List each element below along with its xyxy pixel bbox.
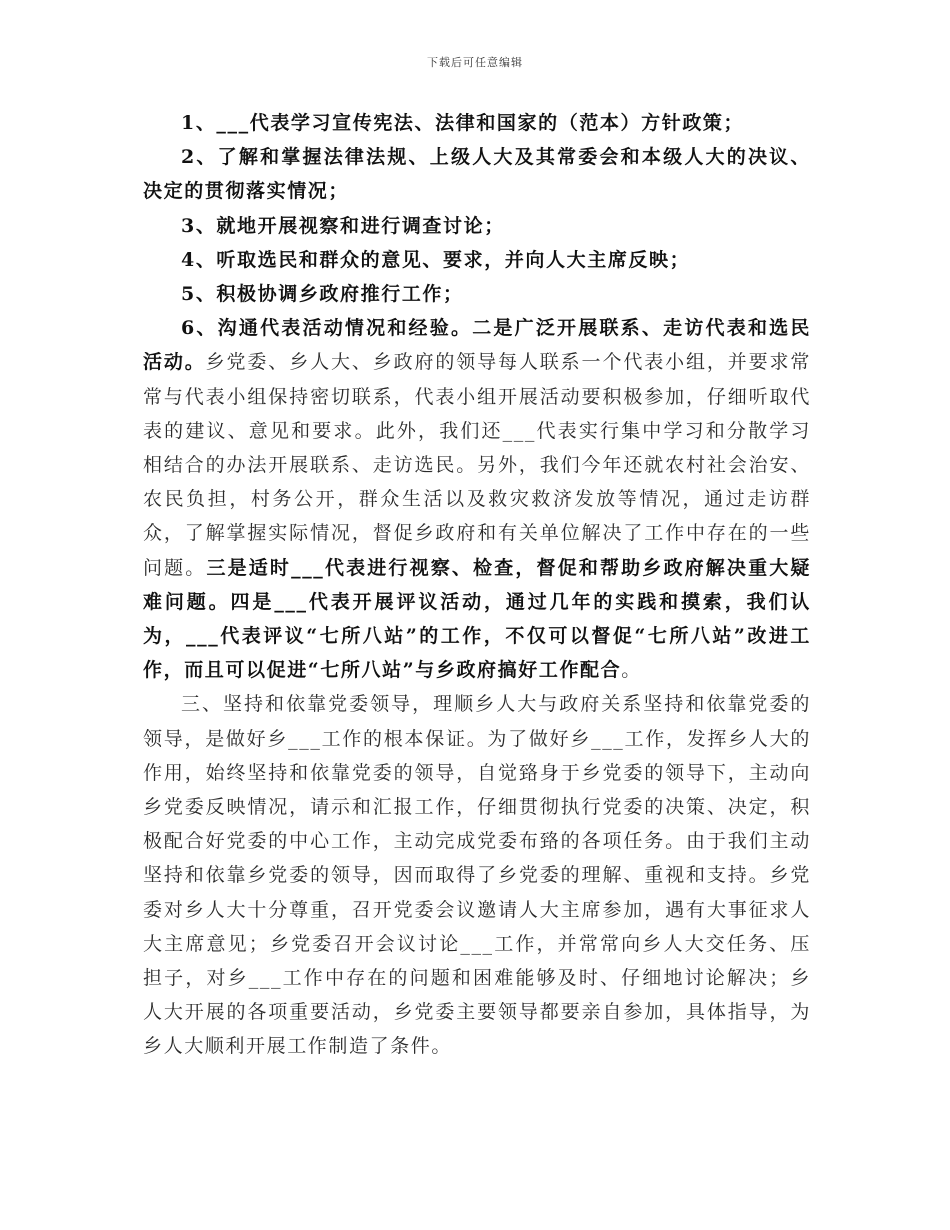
list-item-4: 4、听取选民和群众的意见、要求，并向人大主席反映； <box>181 248 691 271</box>
body-text-segment: 。 <box>621 659 642 682</box>
list-item-1: 1、___代表学习宣传宪法、法律和国家的（范本）方针政策； <box>181 112 745 134</box>
list-item-5: 5、积极协调乡政府推行工作； <box>181 283 464 306</box>
list-item-3: 3、就地开展视察和进行调查讨论； <box>181 214 505 237</box>
list-item-6-paragraph <box>143 311 811 687</box>
document-body <box>143 106 811 1064</box>
bold-text-segment: 6、沟通代表活动情况和经验。二是广泛开展联系、走访代表和选民活动。 <box>143 317 811 374</box>
bold-text-segment: 三是适时___代表进行视察、检查，督促和帮助乡政府解决重大疑难问题。四是___代表开展评议活动，通过几年的实践和摸索，我们认为，___代表评议“七所八站”的工作，不仅可以督促“七所八站”改进工作，而且可以促进“七所八站”与乡政府搞好工作配合 <box>143 556 811 682</box>
body-text-segment: 乡党委、乡人大、乡政府的领导每人联系一个代表小组，并要求常常与代表小组保持密切联系，代表小组开展活动要积极参加，仔细听取代表的建议、意见和要求。此外，我们还___代表实行集中学习和分散学习相结合的办法开展联系、走访选民。另外，我们今年还就农村社会治安、农民负担，村务公开，群众生活以及救灾救济发放等情况，通过走访群众，了解掌握实际情况，督促乡政府和有关单位解决了工作中存在的一些问题。 <box>143 351 811 579</box>
section-three-paragraph: 三、坚持和依靠党委领导，理顺乡人大与政府关系坚持和依靠党委的领导，是做好乡___工作的根本保证。为了做好乡___工作，发挥乡人大的作用，始终坚持和依靠党委的领导，自觉臵身于乡党委的领导下，主动向乡党委反映情况，请示和汇报工作，仔细贯彻执行党委的决策、决定，积极配合好党委的中心工作，主动完成党委布臵的各项任务。由于我们主动坚持和依靠乡党委的领导，因而取得了乡党委的理解、重视和支持。乡党委对乡人大十分尊重，召开党委会议邀请人大主席参加，遇有大事征求人大主席意见；乡党委召开会议讨论___工作，并常常向乡人大交任务、压担子，对乡___工作中存在的问题和困难能够及时、仔细地讨论解决；乡人大开展的各项重要活动，乡党委主要领导都要亲自参加，具体指导，为乡人大顺利开展工作制造了条件。 <box>143 693 811 1058</box>
list-item-2: 2、了解和掌握法律法规、上级人大及其常委会和本级人大的决议、决定的贯彻落实情况； <box>143 146 811 203</box>
page-header: 下载后可任意编辑 <box>427 56 523 69</box>
